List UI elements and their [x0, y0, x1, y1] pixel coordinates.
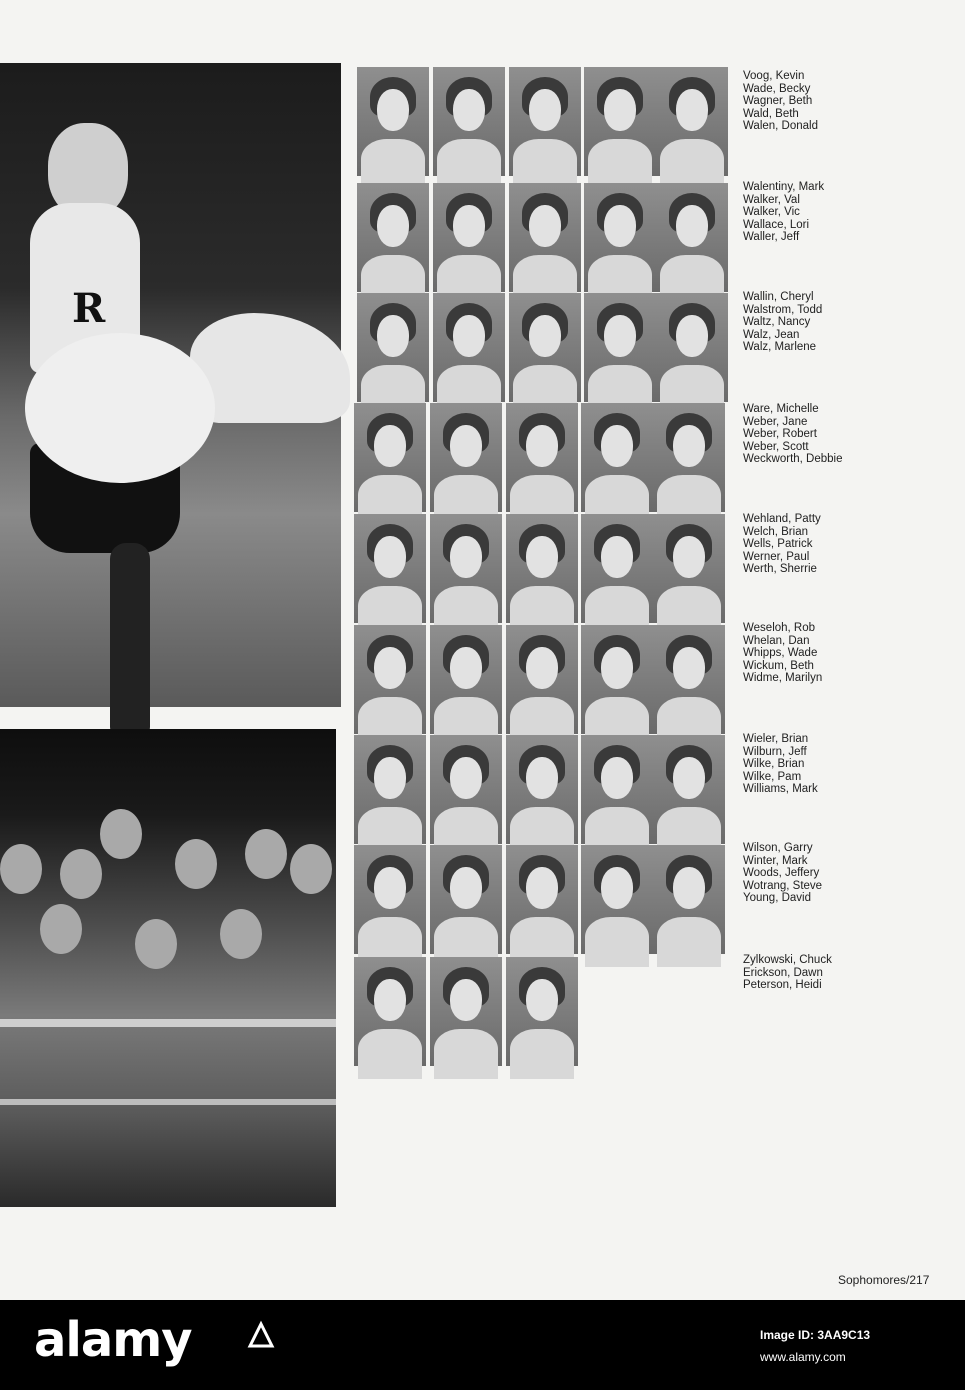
student-portrait	[506, 845, 578, 954]
student-name: Werth, Sherrie	[743, 563, 817, 576]
student-portrait	[357, 293, 429, 402]
student-portrait	[506, 403, 578, 512]
student-name: Walker, Val	[743, 193, 800, 206]
student-name: Wells, Patrick	[743, 538, 813, 551]
student-portrait	[357, 183, 429, 292]
student-portrait	[433, 183, 505, 292]
student-name: Wehland, Patty	[743, 513, 821, 525]
name-list	[743, 622, 958, 685]
image-id: Image ID: 3AA9C13	[760, 1328, 871, 1342]
student-portrait	[584, 293, 656, 402]
student-portrait	[656, 183, 728, 292]
portrait-face	[526, 425, 558, 467]
student-name: Wilson, Garry	[743, 842, 813, 854]
cheerleader-leg	[110, 543, 150, 743]
student-portrait	[581, 845, 653, 954]
portrait-face	[529, 205, 561, 247]
crowd-person	[290, 844, 332, 894]
student-name: Welch, Brian	[743, 525, 808, 538]
portrait-face	[377, 205, 409, 247]
crowd-person	[40, 904, 82, 954]
student-portrait	[354, 403, 426, 512]
student-name: Whipps, Wade	[743, 647, 818, 660]
student-name: Woods, Jeffery	[743, 867, 820, 880]
alamy-logo: alamy	[34, 1312, 192, 1368]
portrait-face	[673, 647, 705, 689]
portrait-face	[374, 425, 406, 467]
crowd-person	[220, 909, 262, 959]
site-url: www.alamy.com	[760, 1350, 846, 1364]
student-portrait	[506, 735, 578, 844]
portrait-face	[601, 425, 633, 467]
student-portrait	[430, 845, 502, 954]
student-name: Wallin, Cheryl	[743, 291, 814, 303]
student-portrait	[430, 735, 502, 844]
student-name: Williams, Mark	[743, 783, 818, 796]
name-list	[743, 181, 958, 244]
portrait-shoulders	[361, 139, 425, 189]
portrait-face	[377, 315, 409, 357]
crowd-person	[175, 839, 217, 889]
student-portrait	[430, 403, 502, 512]
portrait-face	[673, 867, 705, 909]
portrait-face	[374, 867, 406, 909]
crowd-person	[100, 809, 142, 859]
portrait-face	[374, 979, 406, 1021]
student-portrait	[354, 514, 426, 623]
student-name: Waltz, Nancy	[743, 316, 811, 329]
portrait-shoulders	[510, 1029, 574, 1079]
student-name: Walstrom, Todd	[743, 303, 823, 316]
pompom	[25, 333, 215, 483]
portrait-face	[453, 315, 485, 357]
student-portrait	[653, 403, 725, 512]
student-portrait	[581, 735, 653, 844]
crowd-person	[245, 829, 287, 879]
student-portrait	[506, 625, 578, 734]
student-name: Wotrang, Steve	[743, 879, 823, 892]
student-name: Wald, Beth	[743, 107, 799, 120]
portrait-face	[526, 867, 558, 909]
student-name: Walker, Vic	[743, 206, 800, 219]
portrait-face	[374, 536, 406, 578]
portrait-face	[526, 757, 558, 799]
watermark-bar	[0, 1300, 965, 1390]
student-name: Peterson, Heidi	[743, 979, 822, 992]
portrait-shoulders	[585, 917, 649, 967]
portrait-face	[526, 979, 558, 1021]
student-name: Wilke, Pam	[743, 770, 802, 783]
portrait-face	[453, 89, 485, 131]
student-name: Weber, Scott	[743, 440, 809, 453]
portrait-face	[676, 205, 708, 247]
student-name: Walen, Donald	[743, 120, 819, 133]
crowd-photo	[0, 729, 336, 1207]
student-portrait	[357, 67, 429, 176]
portrait-face	[604, 315, 636, 357]
portrait-face	[450, 425, 482, 467]
student-name: Wagner, Beth	[743, 95, 813, 108]
bleacher-rail	[0, 1019, 336, 1027]
student-name: Walentiny, Mark	[743, 181, 825, 193]
portrait-face	[673, 757, 705, 799]
portrait-face	[450, 536, 482, 578]
student-portrait	[354, 625, 426, 734]
student-name: Wallace, Lori	[743, 218, 810, 231]
portrait-face	[450, 757, 482, 799]
student-portrait	[584, 67, 656, 176]
portrait-face	[604, 89, 636, 131]
student-name: Walz, Marlene	[743, 341, 817, 354]
student-portrait	[653, 625, 725, 734]
portrait-shoulders	[588, 139, 652, 189]
portrait-face	[453, 205, 485, 247]
portrait-face	[601, 757, 633, 799]
crowd-person	[0, 844, 42, 894]
student-portrait	[581, 625, 653, 734]
student-portrait	[656, 293, 728, 402]
student-name: Wieler, Brian	[743, 733, 809, 745]
portrait-face	[601, 647, 633, 689]
student-portrait	[653, 735, 725, 844]
student-name: Ware, Michelle	[743, 403, 819, 415]
portrait-shoulders	[660, 139, 724, 189]
student-portrait	[509, 67, 581, 176]
student-portrait	[653, 845, 725, 954]
crowd-person	[135, 919, 177, 969]
name-list	[743, 70, 958, 133]
sweater-letter-logo: R	[72, 285, 106, 332]
student-portrait	[584, 183, 656, 292]
portrait-shoulders	[358, 1029, 422, 1079]
portrait-face	[450, 979, 482, 1021]
student-name: Wickum, Beth	[743, 659, 814, 672]
student-name: Young, David	[743, 892, 811, 905]
name-list	[743, 733, 958, 796]
portrait-face	[676, 315, 708, 357]
student-name: Waller, Jeff	[743, 231, 800, 244]
bleacher-rail	[0, 1099, 336, 1105]
student-name: Erickson, Dawn	[743, 966, 823, 979]
portrait-face	[676, 89, 708, 131]
name-list	[743, 291, 958, 354]
student-name: Wilburn, Jeff	[743, 745, 807, 758]
student-portrait	[506, 957, 578, 1066]
portrait-face	[529, 315, 561, 357]
student-name: Whelan, Dan	[743, 634, 810, 647]
student-name: Weseloh, Rob	[743, 622, 816, 634]
student-name: Walz, Jean	[743, 328, 800, 341]
portrait-face	[374, 757, 406, 799]
student-name: Wade, Becky	[743, 82, 811, 95]
page-footer: Sophomores/217	[838, 1273, 930, 1287]
portrait-face	[601, 536, 633, 578]
portrait-face	[450, 867, 482, 909]
student-portrait	[506, 514, 578, 623]
student-portrait	[433, 293, 505, 402]
student-portrait	[656, 67, 728, 176]
crowd-person	[60, 849, 102, 899]
portrait-face	[374, 647, 406, 689]
portrait-face	[526, 536, 558, 578]
student-name: Voog, Kevin	[743, 70, 805, 82]
name-list	[743, 842, 958, 905]
portrait-shoulders	[657, 917, 721, 967]
student-portrait	[354, 845, 426, 954]
student-portrait	[581, 514, 653, 623]
portrait-face	[604, 205, 636, 247]
student-name: Zylkowski, Chuck	[743, 954, 832, 966]
student-name: Weber, Robert	[743, 428, 817, 441]
name-list	[743, 513, 958, 576]
student-name: Widme, Marilyn	[743, 672, 823, 685]
portrait-face	[526, 647, 558, 689]
student-portrait	[354, 957, 426, 1066]
name-list	[743, 954, 958, 992]
cheerleader-photo	[0, 63, 341, 707]
student-portrait	[433, 67, 505, 176]
student-portrait	[430, 957, 502, 1066]
student-portrait	[653, 514, 725, 623]
name-list	[743, 403, 958, 466]
student-name: Wilke, Brian	[743, 758, 805, 771]
portrait-face	[529, 89, 561, 131]
portrait-shoulders	[513, 139, 577, 189]
portrait-face	[377, 89, 409, 131]
student-name: Weber, Jane	[743, 415, 808, 428]
alamy-mark-icon	[248, 1322, 274, 1348]
portrait-shoulders	[437, 139, 501, 189]
student-portrait	[509, 293, 581, 402]
student-portrait	[509, 183, 581, 292]
student-name: Werner, Paul	[743, 550, 810, 563]
student-portrait	[430, 625, 502, 734]
portrait-face	[450, 647, 482, 689]
student-name: Winter, Mark	[743, 854, 808, 867]
student-name: Weckworth, Debbie	[743, 453, 843, 466]
portrait-shoulders	[434, 1029, 498, 1079]
student-portrait	[354, 735, 426, 844]
student-portrait	[430, 514, 502, 623]
portrait-face	[673, 425, 705, 467]
portrait-face	[673, 536, 705, 578]
student-portrait	[581, 403, 653, 512]
portrait-face	[601, 867, 633, 909]
